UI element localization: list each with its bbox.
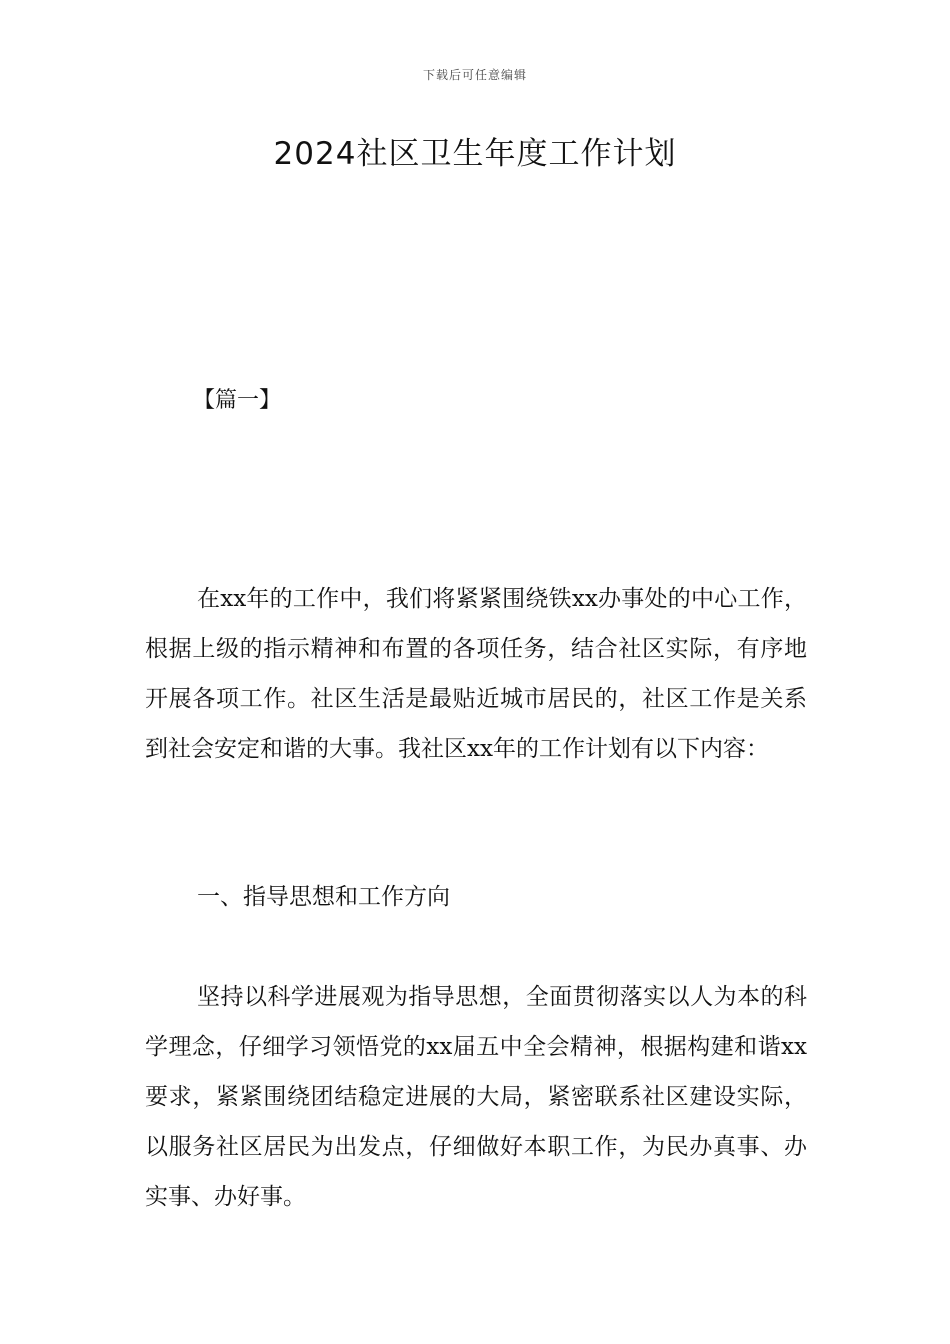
section-heading: 一、指导思想和工作方向 [197,884,450,910]
header-note: 下载后可任意编辑 [422,68,527,82]
document-title: 2024社区卫生年度工作计划 [273,136,677,172]
section-tag: 【篇一】 [193,388,282,413]
body-paragraph: 在xx年的工作中，我们将紧紧围绕铁xx办事处的中心工作，根据上级的指示精神和布置的各项任务，结合社区实际，有序地开展各项工作。社区生活是最贴近城市居民的，社区工作是关系到社会安定和谐的大事。我社区xx年的工作计划有以下内容： [145,586,807,762]
body-paragraph: 坚持以科学进展观为指导思想，全面贯彻落实以人为本的科学理念，仔细学习领悟党的xx届五中全会精神，根据构建和谐xx要求，紧紧围绕团结稳定进展的大局，紧密联系社区建设实际，以服务社区居民为出发点，仔细做好本职工作，为民办真事、办实事、办好事。 [145,984,807,1210]
